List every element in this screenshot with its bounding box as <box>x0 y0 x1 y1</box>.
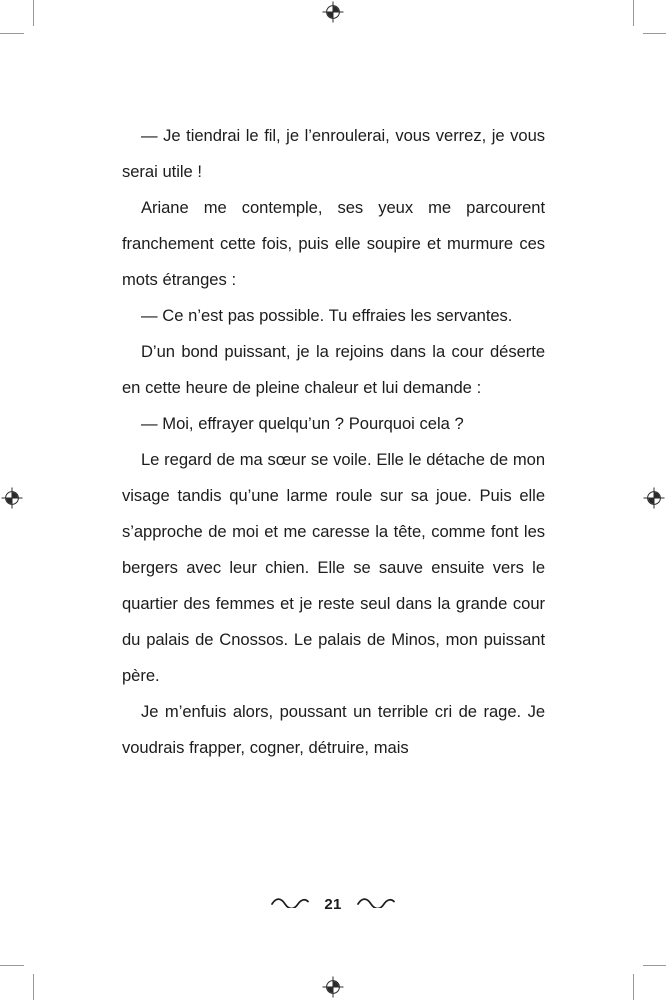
crop-mark-top-left-vertical <box>33 0 34 26</box>
registration-target-icon-right <box>643 487 665 509</box>
crop-mark-bottom-right-horizontal <box>643 965 666 966</box>
registration-target-icon-bottom <box>322 976 344 998</box>
page-text-block <box>122 118 545 766</box>
registration-target-icon-top <box>322 1 344 23</box>
paragraph: — Je tiendrai le fil, je l’enroulerai, vous verrez, je vous serai utile ! <box>122 126 545 181</box>
wave-ornament-icon-left <box>271 895 309 913</box>
crop-mark-bottom-right-vertical <box>633 974 634 1000</box>
paragraph: — Moi, effrayer quelqu’un ? Pourquoi cela ? <box>141 414 464 433</box>
crop-mark-bottom-left-vertical <box>33 974 34 1000</box>
page-number: 21 <box>324 895 342 913</box>
page-footer <box>0 895 666 913</box>
wave-ornament-icon-right <box>357 895 395 913</box>
crop-mark-top-right-vertical <box>633 0 634 26</box>
registration-target-icon-left <box>1 487 23 509</box>
paragraph: — Ce n’est pas possible. Tu effraies les servantes. <box>141 306 513 325</box>
crop-mark-top-right-horizontal <box>643 33 666 34</box>
crop-mark-top-left-horizontal <box>0 33 24 34</box>
crop-mark-bottom-left-horizontal <box>0 965 24 966</box>
paragraph: Ariane me contemple, ses yeux me parcourent franchement cette fois, puis elle soupire et murmure ces mots étranges : <box>122 198 545 289</box>
paragraph: Je m’enfuis alors, poussant un terrible cri de rage. Je voudrais frapper, cogner, détruire, mais <box>122 702 545 757</box>
paragraph: Le regard de ma sœur se voile. Elle le détache de mon visage tandis qu’une larme roule sur sa joue. Puis elle s’approche de moi et me caresse la tête, comme font les bergers avec leur chien. Elle se sauve ensuite vers le quartier des femmes et je reste seul dans la grande cour du palais de Cnossos. Le palais de Minos, mon puissant père. <box>122 450 545 685</box>
paragraph: D’un bond puissant, je la rejoins dans la cour déserte en cette heure de pleine chaleur et lui demande : <box>122 342 545 397</box>
